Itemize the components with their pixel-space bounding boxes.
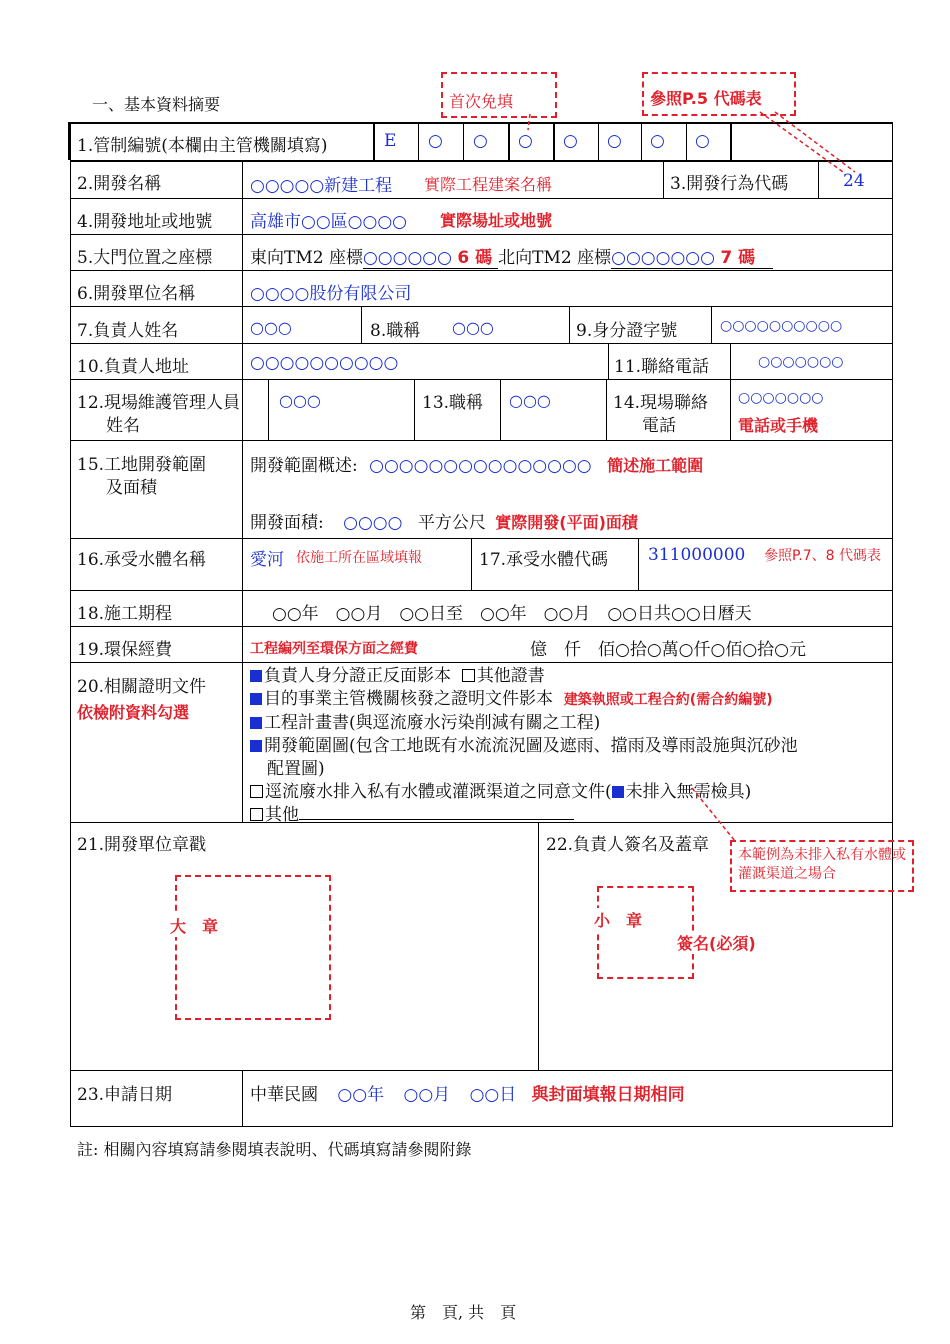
owner-title-value[interactable]: ○○○ xyxy=(452,318,494,337)
doc-item-id-card: 負責人身分證正反面影本 xyxy=(264,666,451,686)
site-range-label-line2: 及面積 xyxy=(106,478,157,498)
control-number-cell-5[interactable]: ○ xyxy=(563,131,578,151)
range-description-label: 開發範圍概述: xyxy=(250,456,358,476)
no-discharge-leader xyxy=(692,788,735,841)
area-label: 開發面積: xyxy=(250,513,324,533)
page-footer: 第 頁, 共 頁 xyxy=(410,1303,517,1322)
application-date-label: 23.申請日期 xyxy=(77,1085,173,1105)
date-era: 中華民國 xyxy=(250,1085,318,1105)
site-manager-label-line1: 12.現場維護管理人員 xyxy=(77,393,241,413)
doc-item-range-map-cont: 配置圖) xyxy=(267,759,325,779)
owner-address-value[interactable]: ○○○○○○○○○○ xyxy=(250,353,399,373)
activity-code-value[interactable]: 24 xyxy=(843,171,865,191)
receiving-water-code-value[interactable]: 311000000 xyxy=(648,545,746,565)
site-manager-value[interactable]: ○○○ xyxy=(279,391,321,410)
doc-item-range-map: 開發範圍圖(包含工地既有水流流況圖及遮雨、擋雨及導雨設施與沉砂池 xyxy=(264,736,798,756)
first-time-leader xyxy=(528,114,530,130)
receiving-water-label: 16.承受水體名稱 xyxy=(77,550,207,570)
site-phone-hint: 電話或手機 xyxy=(738,416,819,435)
area-unit: 平方公尺 xyxy=(417,513,486,533)
control-number-cell-2[interactable]: ○ xyxy=(428,131,443,151)
signature-hint: 簽名(必須) xyxy=(677,931,756,954)
development-name-label: 2.開發名稱 xyxy=(77,174,162,194)
date-day-value[interactable]: ○○日 xyxy=(469,1085,517,1105)
small-seal-text: 小 章 xyxy=(594,908,642,931)
large-seal-text: 大 章 xyxy=(170,914,218,937)
range-description-hint: 簡述施工範圍 xyxy=(607,456,704,475)
control-number-cell-7[interactable]: ○ xyxy=(650,131,665,151)
developer-name-value[interactable]: ○○○○股份有限公司 xyxy=(250,284,412,304)
date-hint: 與封面填報日期相同 xyxy=(531,1085,685,1105)
documents-label: 20.相關證明文件 xyxy=(77,677,207,697)
date-month-value[interactable]: ○○月 xyxy=(403,1085,451,1105)
control-number-cell-3[interactable]: ○ xyxy=(473,131,488,151)
doc-item-consent: 逕流廢水排入私有水體或灌溉渠道之同意文件( xyxy=(265,782,612,802)
section-title: 一、基本資料摘要 xyxy=(92,95,221,114)
receiving-water-hint: 依施工所在區域填報 xyxy=(296,550,422,566)
owner-name-value[interactable]: ○○○ xyxy=(250,318,292,337)
env-budget-hint: 工程編列至環保方面之經費 xyxy=(250,641,418,657)
owner-name-label: 7.負責人姓名 xyxy=(77,321,179,341)
date-year-value[interactable]: ○○年 xyxy=(337,1085,385,1105)
north-coordinate-label: 北向TM2 座標 xyxy=(498,248,612,268)
code-ref-leader-1 xyxy=(760,112,843,172)
control-number-cell-6[interactable]: ○ xyxy=(607,131,622,151)
receiving-water-code-label: 17.承受水體代碼 xyxy=(479,550,609,570)
no-discharge-note: 本範例為未排入私有水體或灌溉渠道之場合 xyxy=(738,847,906,882)
contact-phone-label: 11.聯絡電話 xyxy=(614,357,710,377)
gate-coordinate-label: 5.大門位置之座標 xyxy=(77,248,213,268)
doc-item-plan: 工程計畫書(與逕流廢水污染削減有關之工程) xyxy=(264,713,601,733)
control-number-label: 1.管制編號(本欄由主管機關填寫) xyxy=(77,136,328,156)
site-phone-value[interactable]: ○○○○○○○ xyxy=(738,390,824,406)
developer-name-label: 6.開發單位名稱 xyxy=(77,284,196,304)
footnote: 註: 相關內容填寫請參閱填表說明、代碼填寫請參閱附錄 xyxy=(77,1140,472,1159)
site-manager-title-value[interactable]: ○○○ xyxy=(509,391,551,410)
code-ref-leader-2 xyxy=(775,112,855,172)
id-number-value[interactable]: ○○○○○○○○○○ xyxy=(720,318,843,334)
area-value[interactable]: ○○○○ xyxy=(343,513,403,533)
east-coordinate-label: 東向TM2 座標 xyxy=(250,248,363,268)
receiving-water-code-hint: 參照P.7、8 代碼表 xyxy=(764,548,881,564)
site-manager-label-line2: 姓名 xyxy=(106,416,140,436)
site-range-label-line1: 15.工地開發範圍 xyxy=(77,455,207,475)
construction-period-label: 18.施工期程 xyxy=(77,604,173,624)
development-name-hint: 實際工程建案名稱 xyxy=(424,175,553,194)
doc-item-other-cert: 其他證書 xyxy=(476,666,545,686)
receiving-water-value[interactable]: 愛河 xyxy=(250,550,284,570)
address-value[interactable]: 高雄市○○區○○○○ xyxy=(250,212,408,232)
documents-hint: 依檢附資料勾選 xyxy=(77,703,190,722)
doc-item-authority: 目的事業主管機關核發之證明文件影本 xyxy=(264,689,553,709)
first-time-callout: 首次免填 xyxy=(449,92,514,111)
north-coordinate-hint: 7 碼 xyxy=(720,248,756,268)
site-phone-label-line1: 14.現場聯絡 xyxy=(613,393,709,413)
doc-item-authority-hint: 建築執照或工程合約(需合約編號) xyxy=(563,692,773,708)
site-manager-title-label: 13.職稱 xyxy=(422,393,484,413)
control-number-cell-1[interactable]: E xyxy=(384,131,397,151)
developer-seal-label: 21.開發單位章戳 xyxy=(77,835,207,855)
development-name-value[interactable]: ○○○○○新建工程 xyxy=(250,176,393,196)
contact-phone-value[interactable]: ○○○○○○○ xyxy=(758,354,844,370)
activity-code-label: 3.開發行為代碼 xyxy=(670,174,789,194)
env-budget-label: 19.環保經費 xyxy=(77,640,173,660)
site-phone-label-line2: 電話 xyxy=(642,416,676,436)
env-budget-amount[interactable]: 億 仟 佰○拾○萬○仟○佰○拾○元 xyxy=(530,640,807,660)
id-number-label: 9.身分證字號 xyxy=(576,321,678,341)
east-coordinate-value[interactable]: ○○○○○○ xyxy=(362,248,452,268)
construction-period-value[interactable]: ○○年 ○○月 ○○日至 ○○年 ○○月 ○○日共○○日曆天 xyxy=(272,604,752,624)
control-number-cell-8[interactable]: ○ xyxy=(695,131,710,151)
north-coordinate-value[interactable]: ○○○○○○○ xyxy=(611,248,715,268)
control-number-cell-4[interactable]: ○ xyxy=(518,131,533,151)
address-hint: 實際場址或地號 xyxy=(440,211,553,230)
owner-title-label: 8.職稱 xyxy=(370,321,421,341)
owner-address-label: 10.負責人地址 xyxy=(77,357,190,377)
doc-item-other: 其他 xyxy=(265,805,299,825)
owner-sign-label: 22.負責人簽名及蓋章 xyxy=(546,835,710,855)
code-ref-callout: 參照P.5 代碼表 xyxy=(650,89,762,108)
area-hint: 實際開發(平面)面積 xyxy=(495,513,638,532)
address-label: 4.開發地址或地號 xyxy=(77,212,213,232)
doc-item-no-discharge: 未排入無需檢具) xyxy=(625,782,752,802)
east-coordinate-hint: 6 碼 xyxy=(457,248,493,268)
range-description-value[interactable]: ○○○○○○○○○○○○○○○ xyxy=(369,456,592,476)
